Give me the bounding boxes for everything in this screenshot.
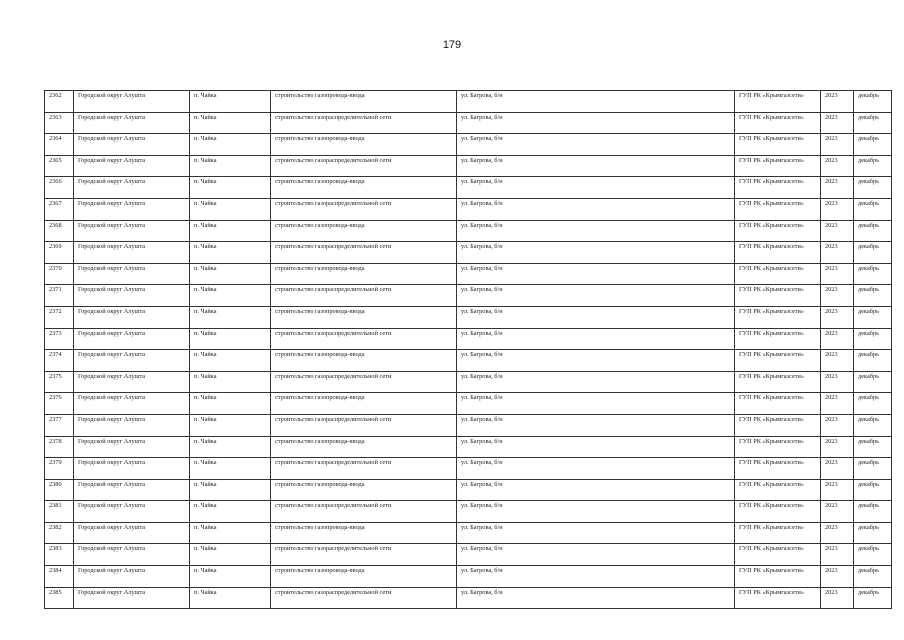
company-cell: ГУП РК «Крымгазсети» (735, 155, 821, 177)
settlement-cell: п. Чайка (190, 393, 271, 415)
month-cell: декабрь (854, 263, 892, 285)
district-cell: Городской округ Алушта (74, 350, 190, 372)
table-row (45, 436, 892, 458)
row-number-cell: 2363 (45, 112, 74, 134)
year-cell: 2023 (821, 306, 854, 328)
row-number-cell: 2384 (45, 566, 74, 588)
settlement-cell: п. Чайка (190, 263, 271, 285)
year-cell: 2023 (821, 479, 854, 501)
month-cell: декабрь (854, 544, 892, 566)
district-cell: Городской округ Алушта (74, 306, 190, 328)
row-number-cell: 2367 (45, 198, 74, 220)
month-cell: декабрь (854, 458, 892, 480)
month-cell: декабрь (854, 177, 892, 199)
district-cell: Городской округ Алушта (74, 198, 190, 220)
company-cell: ГУП РК «Крымгазсети» (735, 371, 821, 393)
settlement-cell: п. Чайка (190, 414, 271, 436)
company-cell: ГУП РК «Крымгазсети» (735, 220, 821, 242)
work-type-cell: строительство газораспределительной сети (271, 198, 457, 220)
district-cell: Городской округ Алушта (74, 479, 190, 501)
company-cell: ГУП РК «Крымгазсети» (735, 328, 821, 350)
company-cell: ГУП РК «Крымгазсети» (735, 242, 821, 264)
year-cell: 2023 (821, 155, 854, 177)
settlement-cell: п. Чайка (190, 220, 271, 242)
year-cell: 2023 (821, 566, 854, 588)
row-number-cell: 2371 (45, 285, 74, 307)
address-cell: ул. Багрова, б/н (457, 242, 735, 264)
work-type-cell: строительство газопровода-ввода (271, 566, 457, 588)
company-cell: ГУП РК «Крымгазсети» (735, 263, 821, 285)
company-cell: ГУП РК «Крымгазсети» (735, 134, 821, 156)
year-cell: 2023 (821, 501, 854, 523)
work-type-cell: строительство газопровода-ввода (271, 350, 457, 372)
district-cell: Городской округ Алушта (74, 242, 190, 264)
company-cell: ГУП РК «Крымгазсети» (735, 285, 821, 307)
table-row (45, 134, 892, 156)
settlement-cell: п. Чайка (190, 371, 271, 393)
table-row (45, 263, 892, 285)
settlement-cell: п. Чайка (190, 242, 271, 264)
company-cell: ГУП РК «Крымгазсети» (735, 393, 821, 415)
year-cell: 2023 (821, 263, 854, 285)
address-cell: ул. Багрова, б/н (457, 220, 735, 242)
page-number: 179 (442, 39, 462, 51)
work-type-cell: строительство газопровода-ввода (271, 263, 457, 285)
work-type-cell: строительство газопровода-ввода (271, 177, 457, 199)
district-cell: Городской округ Алушта (74, 328, 190, 350)
address-cell: ул. Багрова, б/н (457, 566, 735, 588)
month-cell: декабрь (854, 436, 892, 458)
settlement-cell: п. Чайка (190, 177, 271, 199)
settlement-cell: п. Чайка (190, 91, 271, 113)
work-type-cell: строительство газопровода-ввода (271, 306, 457, 328)
row-number-cell: 2364 (45, 134, 74, 156)
work-type-cell: строительство газораспределительной сети (271, 155, 457, 177)
year-cell: 2023 (821, 177, 854, 199)
year-cell: 2023 (821, 587, 854, 609)
district-cell: Городской округ Алушта (74, 220, 190, 242)
month-cell: декабрь (854, 479, 892, 501)
row-number-cell: 2385 (45, 587, 74, 609)
work-type-cell: строительство газораспределительной сети (271, 328, 457, 350)
settlement-cell: п. Чайка (190, 436, 271, 458)
work-type-cell: строительство газораспределительной сети (271, 414, 457, 436)
company-cell: ГУП РК «Крымгазсети» (735, 350, 821, 372)
month-cell: декабрь (854, 220, 892, 242)
year-cell: 2023 (821, 436, 854, 458)
address-cell: ул. Багрова, б/н (457, 350, 735, 372)
work-type-cell: строительство газопровода-ввода (271, 436, 457, 458)
month-cell: декабрь (854, 112, 892, 134)
year-cell: 2023 (821, 371, 854, 393)
address-cell: ул. Багрова, б/н (457, 155, 735, 177)
company-cell: ГУП РК «Крымгазсети» (735, 112, 821, 134)
work-type-cell: строительство газопровода-ввода (271, 134, 457, 156)
month-cell: декабрь (854, 285, 892, 307)
address-cell: ул. Багрова, б/н (457, 91, 735, 113)
company-cell: ГУП РК «Крымгазсети» (735, 306, 821, 328)
address-cell: ул. Багрова, б/н (457, 306, 735, 328)
settlement-cell: п. Чайка (190, 112, 271, 134)
row-number-cell: 2379 (45, 458, 74, 480)
work-type-cell: строительство газопровода-ввода (271, 393, 457, 415)
address-cell: ул. Багрова, б/н (457, 371, 735, 393)
month-cell: декабрь (854, 393, 892, 415)
year-cell: 2023 (821, 350, 854, 372)
row-number-cell: 2381 (45, 501, 74, 523)
district-cell: Городской округ Алушта (74, 544, 190, 566)
year-cell: 2023 (821, 328, 854, 350)
district-cell: Городской округ Алушта (74, 501, 190, 523)
row-number-cell: 2375 (45, 371, 74, 393)
row-number-cell: 2368 (45, 220, 74, 242)
table-row (45, 242, 892, 264)
company-cell: ГУП РК «Крымгазсети» (735, 198, 821, 220)
table-row (45, 566, 892, 588)
settlement-cell: п. Чайка (190, 306, 271, 328)
work-type-cell: строительство газопровода-ввода (271, 220, 457, 242)
row-number-cell: 2382 (45, 522, 74, 544)
settlement-cell: п. Чайка (190, 522, 271, 544)
month-cell: декабрь (854, 350, 892, 372)
table-row (45, 306, 892, 328)
work-type-cell: строительство газопровода-ввода (271, 479, 457, 501)
district-cell: Городской округ Алушта (74, 371, 190, 393)
month-cell: декабрь (854, 414, 892, 436)
district-cell: Городской округ Алушта (74, 522, 190, 544)
address-cell: ул. Багрова, б/н (457, 328, 735, 350)
year-cell: 2023 (821, 458, 854, 480)
address-cell: ул. Багрова, б/н (457, 263, 735, 285)
work-type-cell: строительство газораспределительной сети (271, 371, 457, 393)
year-cell: 2023 (821, 544, 854, 566)
address-cell: ул. Багрова, б/н (457, 522, 735, 544)
table-row (45, 371, 892, 393)
month-cell: декабрь (854, 242, 892, 264)
company-cell: ГУП РК «Крымгазсети» (735, 501, 821, 523)
district-cell: Городской округ Алушта (74, 458, 190, 480)
district-cell: Городской округ Алушта (74, 414, 190, 436)
district-cell: Городской округ Алушта (74, 91, 190, 113)
month-cell: декабрь (854, 566, 892, 588)
settlement-cell: п. Чайка (190, 587, 271, 609)
work-type-cell: строительство газораспределительной сети (271, 587, 457, 609)
work-type-cell: строительство газораспределительной сети (271, 544, 457, 566)
work-type-cell: строительство газопровода-ввода (271, 91, 457, 113)
settlement-cell: п. Чайка (190, 544, 271, 566)
table-row (45, 177, 892, 199)
row-number-cell: 2383 (45, 544, 74, 566)
company-cell: ГУП РК «Крымгазсети» (735, 458, 821, 480)
company-cell: ГУП РК «Крымгазсети» (735, 177, 821, 199)
month-cell: декабрь (854, 501, 892, 523)
year-cell: 2023 (821, 285, 854, 307)
year-cell: 2023 (821, 414, 854, 436)
address-cell: ул. Багрова, б/н (457, 177, 735, 199)
address-cell: ул. Багрова, б/н (457, 479, 735, 501)
row-number-cell: 2374 (45, 350, 74, 372)
month-cell: декабрь (854, 587, 892, 609)
work-type-cell: строительство газораспределительной сети (271, 112, 457, 134)
company-cell: ГУП РК «Крымгазсети» (735, 522, 821, 544)
address-cell: ул. Багрова, б/н (457, 501, 735, 523)
month-cell: декабрь (854, 328, 892, 350)
row-number-cell: 2376 (45, 393, 74, 415)
district-cell: Городской округ Алушта (74, 566, 190, 588)
address-cell: ул. Багрова, б/н (457, 544, 735, 566)
work-type-cell: строительство газораспределительной сети (271, 458, 457, 480)
table-row (45, 479, 892, 501)
row-number-cell: 2365 (45, 155, 74, 177)
table-row (45, 587, 892, 609)
district-cell: Городской округ Алушта (74, 177, 190, 199)
settlement-cell: п. Чайка (190, 566, 271, 588)
year-cell: 2023 (821, 112, 854, 134)
table-row (45, 91, 892, 113)
address-cell: ул. Багрова, б/н (457, 393, 735, 415)
year-cell: 2023 (821, 242, 854, 264)
year-cell: 2023 (821, 91, 854, 113)
table-row (45, 393, 892, 415)
work-type-cell: строительство газораспределительной сети (271, 242, 457, 264)
address-cell: ул. Багрова, б/н (457, 436, 735, 458)
month-cell: декабрь (854, 134, 892, 156)
year-cell: 2023 (821, 134, 854, 156)
table-row (45, 544, 892, 566)
table-row (45, 198, 892, 220)
row-number-cell: 2366 (45, 177, 74, 199)
work-type-cell: строительство газораспределительной сети (271, 285, 457, 307)
table-row (45, 155, 892, 177)
month-cell: декабрь (854, 198, 892, 220)
settlement-cell: п. Чайка (190, 285, 271, 307)
row-number-cell: 2373 (45, 328, 74, 350)
company-cell: ГУП РК «Крымгазсети» (735, 436, 821, 458)
settlement-cell: п. Чайка (190, 134, 271, 156)
company-cell: ГУП РК «Крымгазсети» (735, 587, 821, 609)
address-cell: ул. Багрова, б/н (457, 134, 735, 156)
year-cell: 2023 (821, 220, 854, 242)
settlement-cell: п. Чайка (190, 198, 271, 220)
row-number-cell: 2370 (45, 263, 74, 285)
company-cell: ГУП РК «Крымгазсети» (735, 566, 821, 588)
table-row (45, 112, 892, 134)
district-cell: Городской округ Алушта (74, 436, 190, 458)
month-cell: декабрь (854, 306, 892, 328)
row-number-cell: 2369 (45, 242, 74, 264)
district-cell: Городской округ Алушта (74, 393, 190, 415)
work-type-cell: строительство газораспределительной сети (271, 501, 457, 523)
settlement-cell: п. Чайка (190, 155, 271, 177)
month-cell: декабрь (854, 155, 892, 177)
address-cell: ул. Багрова, б/н (457, 414, 735, 436)
company-cell: ГУП РК «Крымгазсети» (735, 414, 821, 436)
district-cell: Городской округ Алушта (74, 112, 190, 134)
work-type-cell: строительство газопровода-ввода (271, 522, 457, 544)
table-row (45, 220, 892, 242)
settlement-cell: п. Чайка (190, 328, 271, 350)
table-row (45, 458, 892, 480)
month-cell: декабрь (854, 522, 892, 544)
company-cell: ГУП РК «Крымгазсети» (735, 91, 821, 113)
district-cell: Городской округ Алушта (74, 285, 190, 307)
settlement-cell: п. Чайка (190, 479, 271, 501)
settlement-cell: п. Чайка (190, 458, 271, 480)
district-cell: Городской округ Алушта (74, 587, 190, 609)
address-cell: ул. Багрова, б/н (457, 285, 735, 307)
row-number-cell: 2380 (45, 479, 74, 501)
row-number-cell: 2378 (45, 436, 74, 458)
address-cell: ул. Багрова, б/н (457, 587, 735, 609)
settlement-cell: п. Чайка (190, 350, 271, 372)
settlement-cell: п. Чайка (190, 501, 271, 523)
year-cell: 2023 (821, 522, 854, 544)
year-cell: 2023 (821, 198, 854, 220)
table-row (45, 328, 892, 350)
table-row (45, 522, 892, 544)
month-cell: декабрь (854, 91, 892, 113)
district-cell: Городской округ Алушта (74, 263, 190, 285)
address-cell: ул. Багрова, б/н (457, 198, 735, 220)
address-cell: ул. Багрова, б/н (457, 112, 735, 134)
company-cell: ГУП РК «Крымгазсети» (735, 479, 821, 501)
table-row (45, 350, 892, 372)
table-body (45, 91, 892, 609)
address-cell: ул. Багрова, б/н (457, 458, 735, 480)
company-cell: ГУП РК «Крымгазсети» (735, 544, 821, 566)
table-row (45, 501, 892, 523)
district-cell: Городской округ Алушта (74, 134, 190, 156)
row-number-cell: 2377 (45, 414, 74, 436)
row-number-cell: 2362 (45, 91, 74, 113)
table-row (45, 285, 892, 307)
month-cell: декабрь (854, 371, 892, 393)
row-number-cell: 2372 (45, 306, 74, 328)
table-row (45, 414, 892, 436)
data-table (44, 90, 892, 609)
year-cell: 2023 (821, 393, 854, 415)
district-cell: Городской округ Алушта (74, 155, 190, 177)
